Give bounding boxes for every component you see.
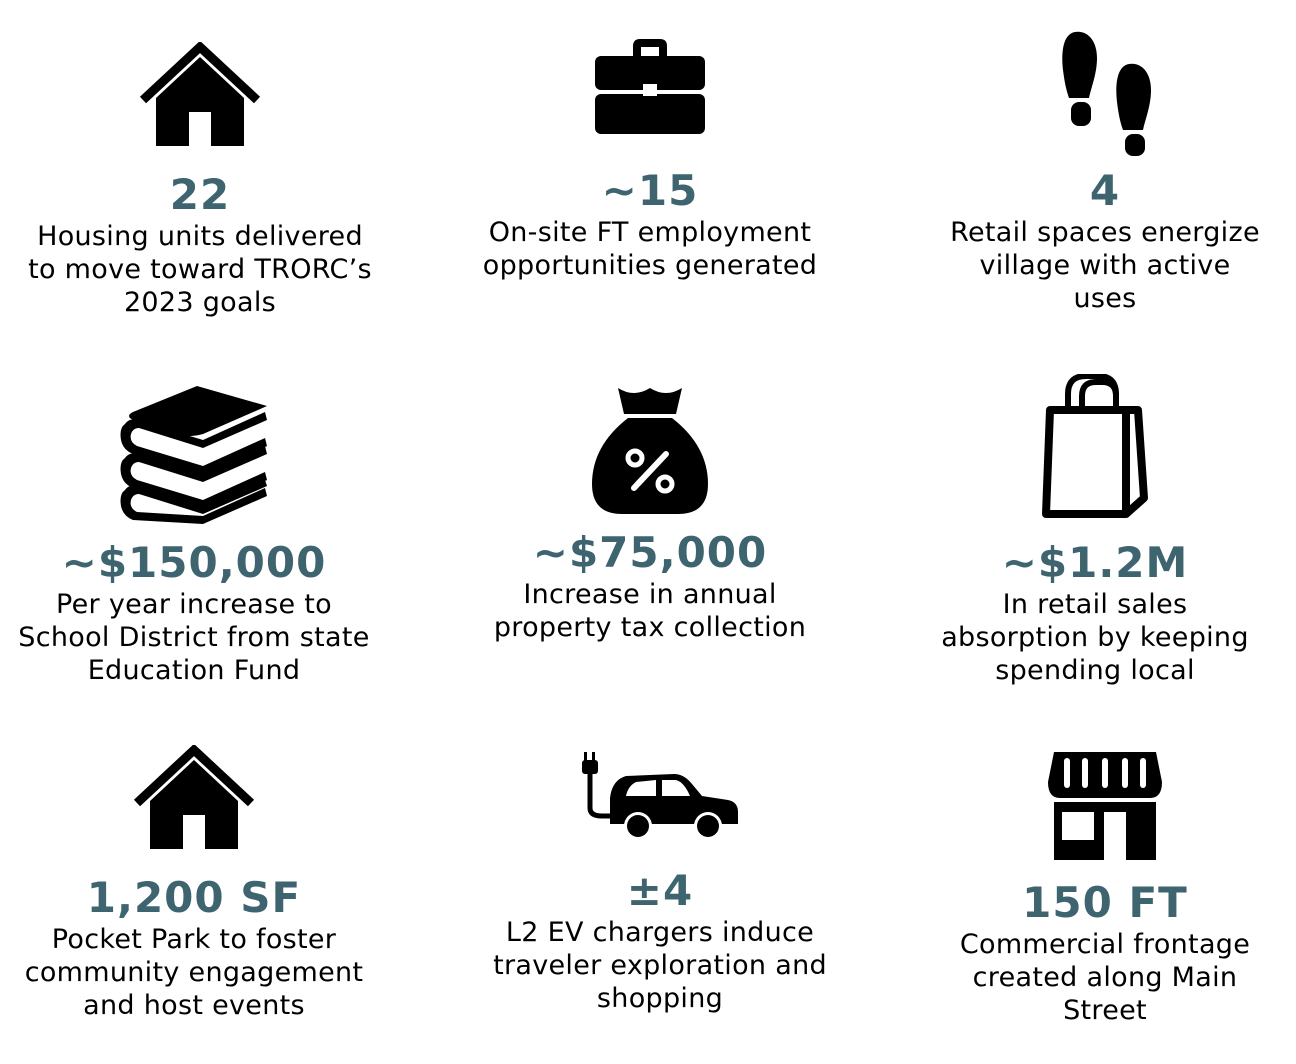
storefront-icon <box>1046 750 1164 862</box>
stat-retail-spaces <box>905 30 1296 315</box>
stat-description: Per year increase to School District from state Education Fund <box>18 589 370 686</box>
ev-car-icon <box>580 750 740 842</box>
stat-employment <box>450 36 850 282</box>
books-icon <box>119 384 269 524</box>
house-icon <box>133 745 255 851</box>
stat-commercial-frontage <box>905 750 1296 1027</box>
stat-ev-chargers <box>460 750 860 1015</box>
stat-retail-sales <box>895 374 1295 687</box>
stat-school-district <box>0 384 394 687</box>
stat-property-tax <box>450 384 850 644</box>
stat-housing-units <box>0 42 400 319</box>
stat-value: ~$1.2M <box>1001 538 1189 587</box>
stat-description: On-site FT employment opportunities generated <box>482 217 818 281</box>
money-bag-percent-icon <box>588 384 712 516</box>
stat-description: L2 EV chargers induce traveler exploration and shopping <box>493 917 827 1014</box>
stat-value: ±4 <box>626 866 694 915</box>
briefcase-icon <box>591 36 709 138</box>
stat-value: ~15 <box>601 166 699 215</box>
stat-description: Retail spaces energize village with active uses <box>950 217 1260 314</box>
stat-value: ~$75,000 <box>532 528 768 577</box>
stat-value: 150 FT <box>1022 878 1188 927</box>
stat-value: 4 <box>1089 166 1121 215</box>
stat-description: Housing units delivered to move toward TRORC’s 2023 goals <box>28 221 372 318</box>
stat-value: 1,200 SF <box>86 873 302 922</box>
stat-value: 22 <box>169 170 231 219</box>
stat-description: Increase in annual property tax collection <box>493 579 807 643</box>
footprints-icon <box>1057 30 1153 158</box>
stat-description: Commercial frontage created along Main Street <box>959 929 1251 1026</box>
house-icon <box>139 42 261 148</box>
stat-value: ~$150,000 <box>61 538 327 587</box>
stat-description: Pocket Park to foster community engagement and host events <box>24 924 364 1021</box>
stat-description: In retail sales absorption by keeping spending local <box>941 589 1249 686</box>
stat-pocket-park <box>0 745 394 1022</box>
shopping-bag-icon <box>1042 374 1148 520</box>
